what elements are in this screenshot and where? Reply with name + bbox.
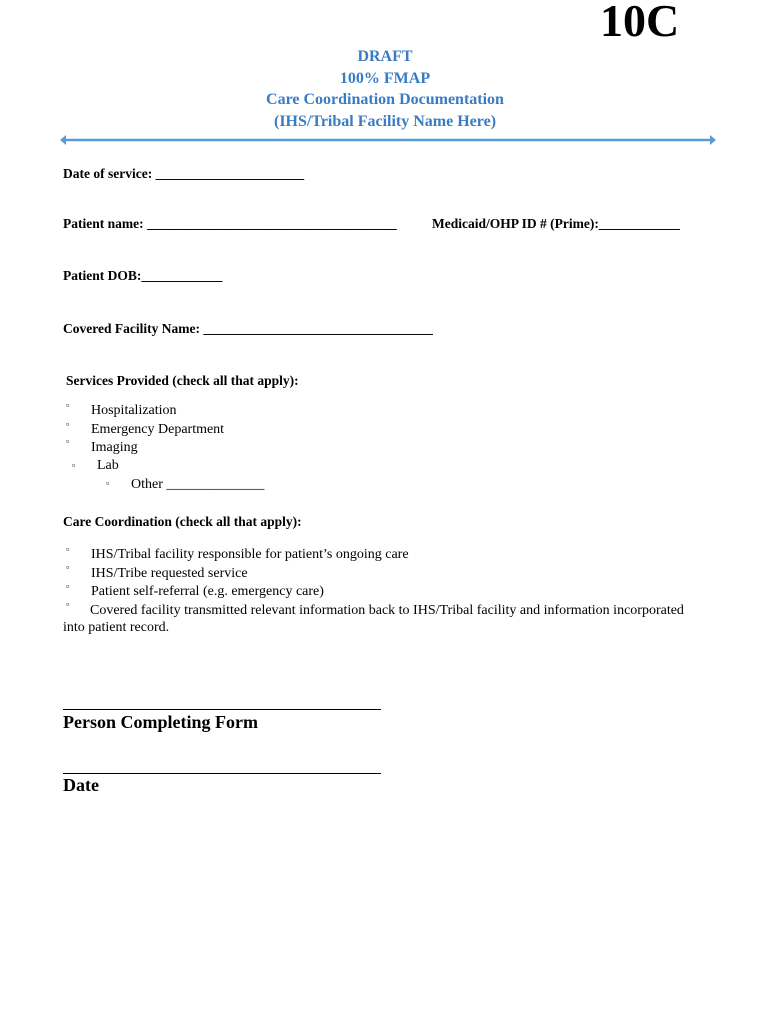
header-facility: (IHS/Tribal Facility Name Here) [273,112,497,130]
date-label: Date [63,775,99,795]
service-label-imaging: Imaging [91,440,138,455]
checkbox-hospitalization[interactable]: ▫ [66,400,70,410]
service-label-hospitalization: Hospitalization [91,403,177,418]
signature-line[interactable] [63,709,381,710]
patient-dob-field: Patient DOB:____________ [63,268,223,283]
person-completing-label: Person Completing Form [63,712,258,732]
date-of-service-field: Date of service: ______________________ [63,166,305,181]
header-fmap: 100% FMAP [339,69,431,87]
checkbox-emergency-department[interactable]: ▫ [66,419,70,429]
coordination-label-ihs-responsible: IHS/Tribal facility responsible for patient’s ongoing care [91,547,409,562]
service-label-lab: Lab [97,458,119,473]
checkbox-other[interactable]: ▫ [106,478,110,488]
coordination-label-info-transmitted: Covered facility transmitted relevant information back to IHS/Tribal facility and information incorporated [90,603,684,618]
checkbox-ihs-responsible[interactable]: ▫ [66,544,70,554]
medicaid-id-field: Medicaid/OHP ID # (Prime):____________ [432,216,680,231]
form-id: 10C [600,0,680,46]
coordination-label-info-transmitted-cont: into patient record. [63,620,170,635]
header-draft: DRAFT [357,48,413,65]
header-divider [60,133,716,147]
checkbox-self-referral[interactable]: ▫ [66,581,70,591]
checkbox-tribe-requested[interactable]: ▫ [66,562,70,572]
document-header [0,46,770,132]
coordination-label-tribe-requested: IHS/Tribe requested service [91,566,248,581]
header-title: Care Coordination Documentation [266,91,504,108]
checkbox-imaging[interactable]: ▫ [66,436,70,446]
checkbox-lab[interactable]: ▫ [72,460,76,470]
service-label-other: Other ______________ [131,477,265,492]
coordination-label-self-referral: Patient self-referral (e.g. emergency care) [91,584,324,599]
covered-facility-field: Covered Facility Name: __________________________________ [63,321,433,336]
service-label-emergency-department: Emergency Department [91,422,225,437]
care-coordination-heading: Care Coordination (check all that apply): [63,514,302,529]
patient-name-field: Patient name: _____________________________________ [63,216,397,231]
services-heading: Services Provided (check all that apply): [66,373,299,388]
date-signature-line[interactable] [63,773,381,774]
checkbox-info-transmitted[interactable]: ▫ [66,599,70,609]
